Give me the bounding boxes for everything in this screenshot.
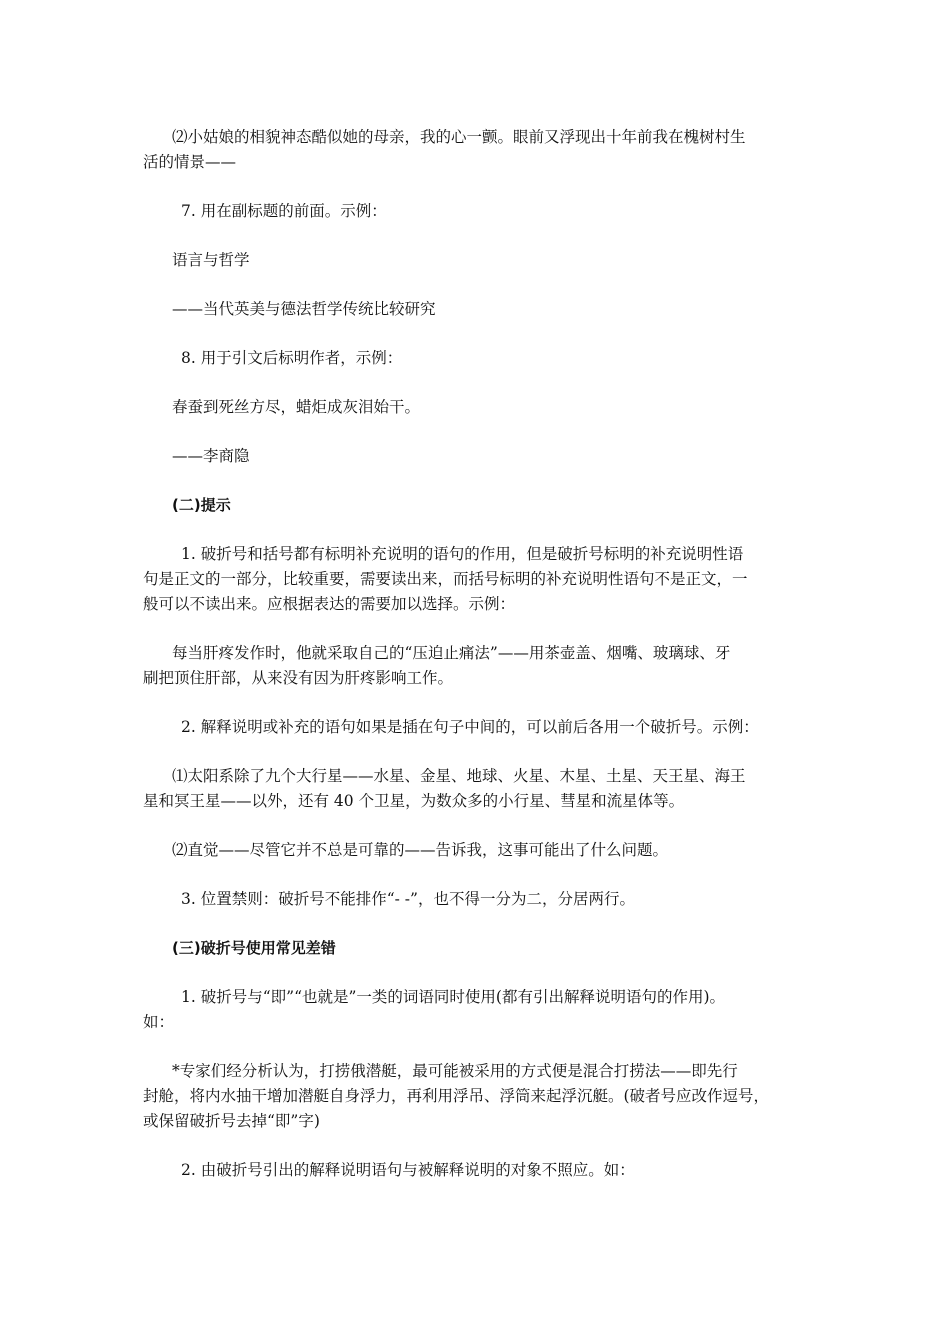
section-heading: (二)提示 [172, 496, 231, 514]
example-line: 或保留破折号去掉“即”字) [143, 1112, 320, 1130]
list-item: 2. 由破折号引出的解释说明语句与被解释说明的对象不照应。如： [181, 1161, 635, 1179]
quote-line: 春蚕到死丝方尽，蜡炬成灰泪始干。 [172, 398, 421, 416]
paragraph-line: 句是正文的一部分，比较重要，需要读出来，而括号标明的补充说明性语句不是正文，一 [143, 570, 748, 588]
paragraph-line: 活的情景—— [143, 153, 237, 171]
example-line: 封舱，将内水抽干增加潜艇自身浮力，再利用浮吊、浮筒来起浮沉艇。(破者号应改作逗号， [143, 1087, 770, 1105]
section-heading: (三)破折号使用常见差错 [172, 939, 336, 957]
example-line: *专家们经分析认为，打捞俄潜艇，最可能被采用的方式便是混合打捞法——即先行 [172, 1062, 738, 1080]
example-line: ⑵直觉——尽管它并不总是可靠的——告诉我，这事可能出了什么问题。 [172, 841, 669, 859]
example-line: ⑴太阳系除了九个大行星——水星、金星、地球、火星、木星、土星、天王星、海王 [172, 767, 746, 785]
list-item: 3. 位置禁则：破折号不能排作“- -”，也不得一分为二，分居两行。 [181, 890, 635, 908]
list-item: 8. 用于引文后标明作者，示例： [181, 349, 403, 367]
quote-author: ——李商隐 [172, 447, 250, 465]
list-item: 2. 解释说明或补充的语句如果是插在句子中间的，可以前后各用一个破折号。示例： [181, 718, 759, 736]
example-line: 每当肝疼发作时，他就采取自己的“压迫止痛法”——用茶壶盖、烟嘴、玻璃球、牙 [172, 644, 731, 662]
paragraph-line: 语言与哲学 [172, 251, 250, 269]
paragraph-line: ⑵小姑娘的相貌神态酷似她的母亲，我的心一颤。眼前又浮现出十年前我在槐树村生 [172, 128, 746, 146]
list-item: 1. 破折号和括号都有标明补充说明的语句的作用，但是破折号标明的补充说明性语 [181, 545, 744, 563]
list-item: 1. 破折号与“即”“也就是”一类的词语同时使用(都有引出解释说明语句的作用)。 [181, 988, 726, 1006]
paragraph-line: 般可以不读出来。应根据表达的需要加以选择。示例： [143, 595, 516, 613]
paragraph-line: 如： [143, 1013, 175, 1031]
example-line: 刷把顶住肝部，从来没有因为肝疼影响工作。 [143, 669, 454, 687]
paragraph-line: ——当代英美与德法哲学传统比较研究 [172, 300, 436, 318]
list-item: 7. 用在副标题的前面。示例： [181, 202, 387, 220]
example-line: 星和冥王星——以外，还有 40 个卫星，为数众多的小行星、彗星和流星体等。 [143, 792, 685, 810]
